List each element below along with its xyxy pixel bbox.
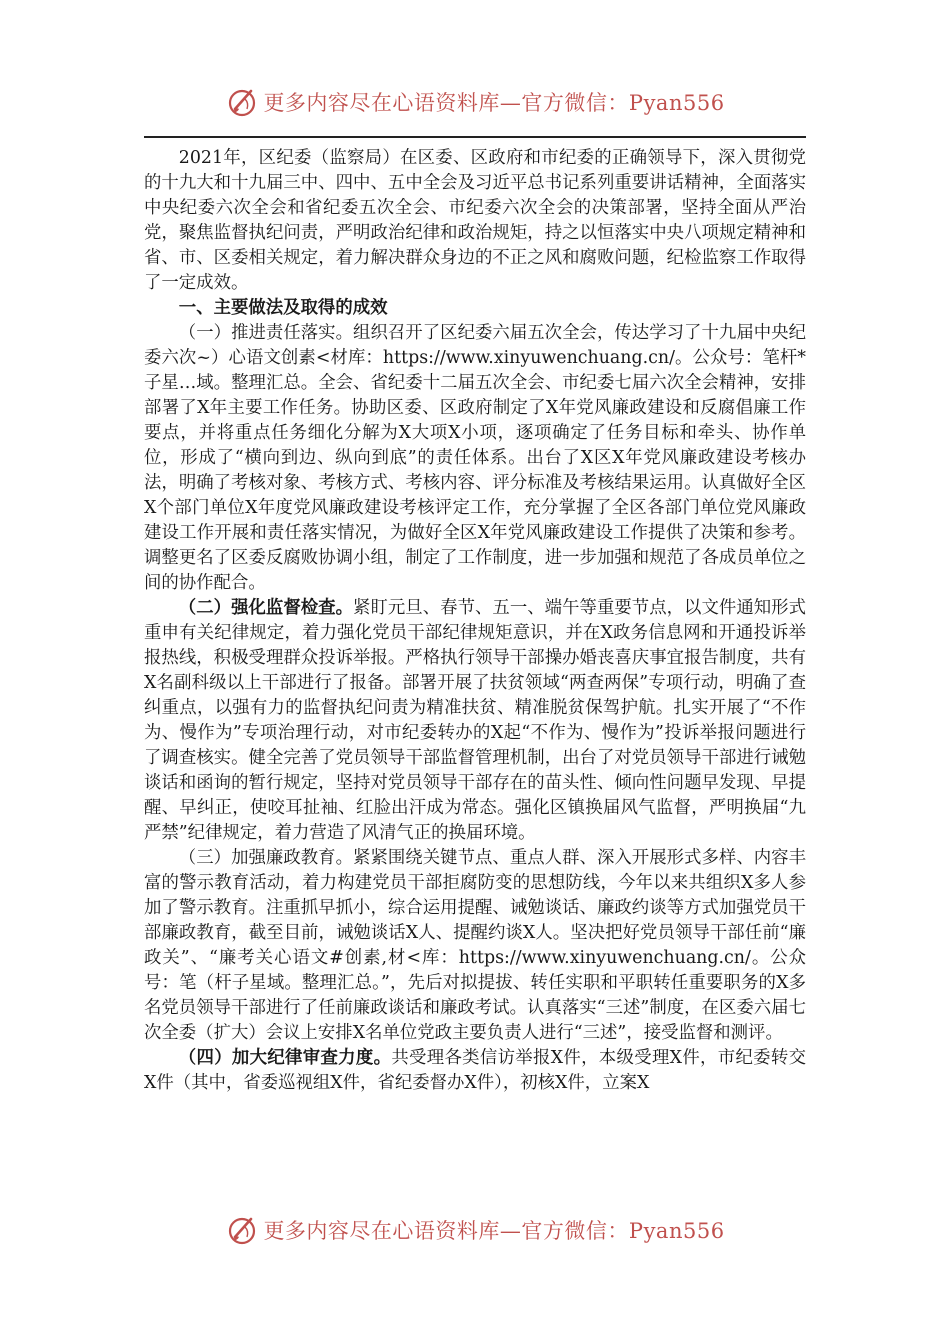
paragraph-supervision	[144, 596, 806, 846]
footer-banner-text: 更多内容尽在心语资料库—官方微信：Pyan556	[263, 1219, 725, 1243]
paragraph-responsibility	[144, 321, 806, 596]
header-divider	[144, 136, 806, 138]
paragraph-lead: （一）推进责任落实。	[178, 323, 354, 343]
document-body	[144, 146, 806, 1096]
paragraph-review	[144, 1046, 806, 1096]
paragraph-lead: （二）强化监督检查。	[178, 598, 354, 618]
footer-banner	[0, 1208, 950, 1252]
paragraph-lead: （四）加大纪律审查力度。	[178, 1048, 392, 1068]
section-heading: 一、主要做法及取得的成效	[178, 298, 388, 318]
paragraph-lead: （三）加强廉政教育。	[178, 848, 354, 868]
brush-logo-icon	[225, 85, 259, 119]
intro-paragraph: 2021年，区纪委（监察局）在区委、区政府和市纪委的正确领导下，深入贯彻党的十九大和十九届三中、四中、五中全会及习近平总书记系列重要讲话精神，全面落实中央纪委六次全会和省纪委五次全会、市纪委六次全会的决策部署，坚持全面从严治党，聚焦监督执纪问责，严明政治纪律和政治规矩，持之以恒落实中央八项规定精神和省、市、区委相关规定，着力解决群众身边的不正之风和腐败问题，纪检监察工作取得了一定成效。	[144, 148, 806, 293]
paragraph-text: 紧紧围绕关键节点、重点人群、深入开展形式多样、内容丰富的警示教育活动，着力构建党员干部拒腐防变的思想防线，今年以来共组织X多人参加了警示教育。注重抓早抓小，综合运用提醒、诫勉谈话、廉政约谈等方式加强党员干部廉政教育，截至目前，诫勉谈话X人、提醒约谈X人。坚决把好党员领导干部任前“廉政关”、“廉考关心语文#创素,材<库：https://www.xinyuwenchuang.cn/。公众号：笔（杆子星域。整理汇总。”，先后对拟提拔、转任实职和平职转任重要职务的X多名党员领导干部进行了任前廉政谈话和廉政考试。认真落实“三述”制度，在区委六届七次全委（扩大）会议上安排X名单位党政主要负责人进行“三述”，接受监督和测评。	[144, 848, 806, 1043]
header-banner-text: 更多内容尽在心语资料库—官方微信：Pyan556	[263, 91, 725, 115]
paragraph-education	[144, 846, 806, 1046]
paragraph-text: 组织召开了区纪委六届五次全会，传达学习了十九届中央纪委六次~）心语文创素<材库：https://www.xinyuwenchuang.cn/。公众号：笔杆*子星…域。整理汇总。全会、省纪委十二届五次全会、市纪委七届六次全会精神，安排部署了X年主要工作任务。协助区委、区政府制定了X年党风廉政建设和反腐倡廉工作要点，并将重点任务细化分解为X大项X小项，逐项确定了任务目标和牵头、协作单位，形成了“横向到边、纵向到底”的责任体系。出台了X区X年党风廉政建设考核办法，明确了考核对象、考核方式、考核内容、评分标准及考核结果运用。认真做好全区X个部门单位X年度党风廉政建设考核评定工作，充分掌握了全区各部门单位党风廉政建设工作开展和责任落实情况，为做好全区X年党风廉政建设工作提供了决策和参考。调整更名了区委反腐败协调小组，制定了工作制度，进一步加强和规范了各成员单位之间的协作配合。	[144, 323, 806, 593]
brush-logo-icon	[225, 1213, 259, 1247]
paragraph-text: 共受理各类信访举报X件，本级受理X件，市纪委转交X件（其中，省委巡视组X件，省纪委督办X件），初核X件，立案X	[144, 1048, 806, 1093]
header-banner	[0, 80, 950, 124]
paragraph-text: 紧盯元旦、春节、五一、端午等重要节点，以文件通知形式重申有关纪律规定，着力强化党员干部纪律规矩意识，并在X政务信息网和开通投诉举报热线，积极受理群众投诉举报。严格执行领导干部操办婚丧喜庆事宜报告制度，共有X名副科级以上干部进行了报备。部署开展了扶贫领域“两查两保”专项行动，明确了查纠重点，以强有力的监督执纪问责为精准扶贫、精准脱贫保驾护航。扎实开展了“不作为、慢作为”专项治理行动，对市纪委转办的X起“不作为、慢作为”投诉举报问题进行了调查核实。健全完善了党员领导干部监督管理机制，出台了对党员领导干部进行诫勉谈话和函询的暂行规定，坚持对党员领导干部存在的苗头性、倾向性问题早发现、早提醒、早纠正，使咬耳扯袖、红脸出汗成为常态。强化区镇换届风气监督，严明换届“九严禁”纪律规定，着力营造了风清气正的换届环境。	[144, 598, 806, 843]
